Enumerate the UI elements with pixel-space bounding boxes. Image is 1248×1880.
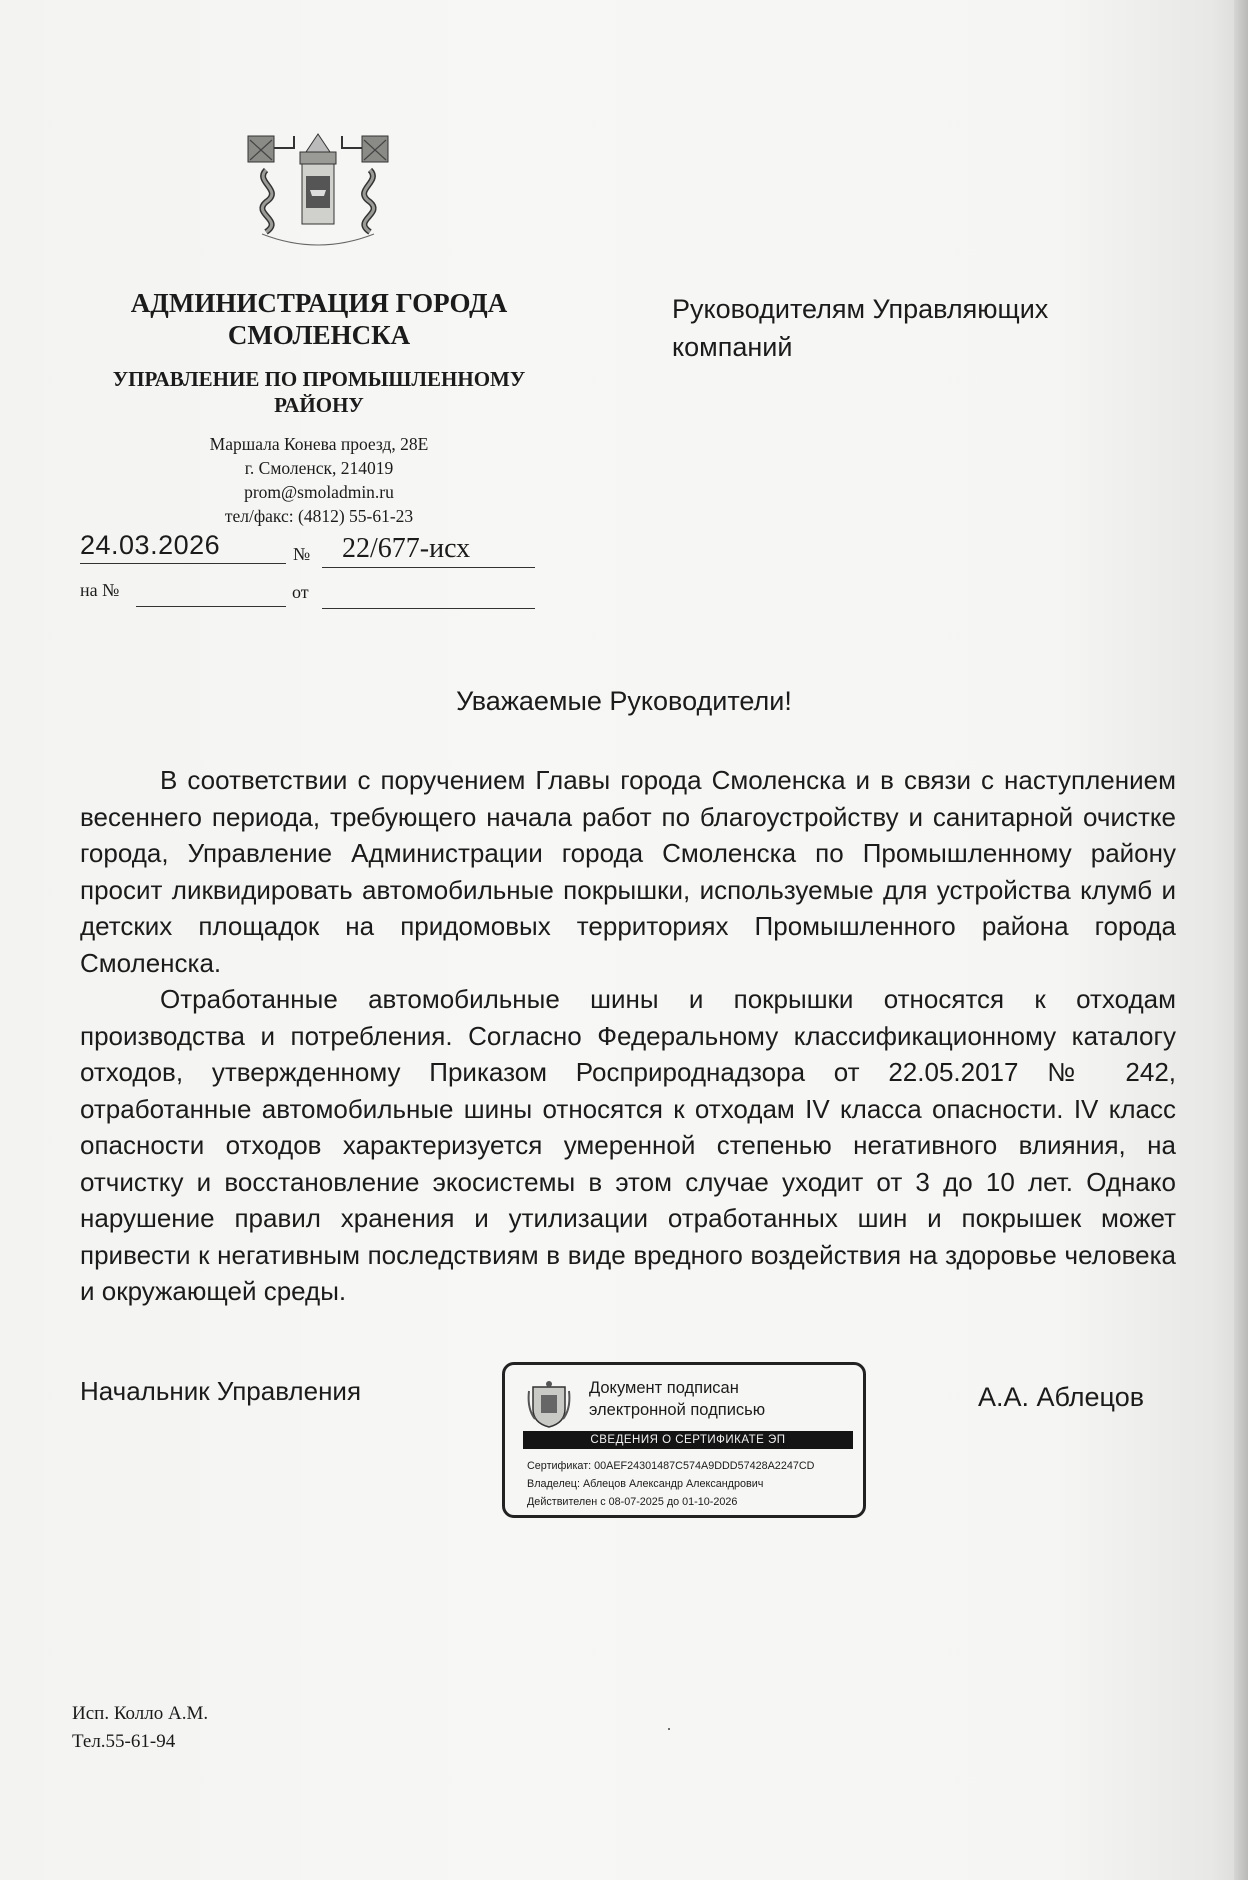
- regional-crest-icon: [527, 1379, 571, 1429]
- body-paragraph: Отработанные автомобильные шины и покрышки относятся к отходам производства и потребления. Согласно Федеральному классификационному каталогу отходов, утвержденному Приказом Росприроднадзора от 22.05.2017 № 242, отработанные автомобильные шины относятся к отходам IV класса опасности. IV класс опасности отходов характеризуется умеренной степенью негативного влияния, на отчистку и восстановление экосистемы в этом случае уходит от 3 до 10 лет. Однако нарушение правил хранения и утилизации отработанных шин и покрышек может привести к негативным последствиям в виде вредного воздействия на здоровье человека и окружающей среды.: [80, 984, 1176, 1306]
- reference-number-label: на №: [80, 580, 120, 600]
- certificate-serial: Сертификат: 00AEF24301487C574A9DDD57428A2247CD: [527, 1460, 815, 1472]
- address-city: г. Смоленск, 214019: [244, 458, 394, 478]
- outgoing-number: 22/677-исх: [322, 531, 535, 568]
- address-street: Маршала Конева проезд, 28Е: [209, 434, 429, 454]
- email: prom@smoladmin.ru: [244, 482, 394, 502]
- number-sign: №: [293, 544, 311, 564]
- reference-date-blank: [322, 608, 535, 609]
- executor-phone: Тел.55-61-94: [72, 1731, 176, 1752]
- salutation: Уважаемые Руководители!: [456, 686, 792, 716]
- executor-info: [72, 1700, 208, 1756]
- certificate-details: [527, 1457, 814, 1511]
- body-paragraph: В соответствии с поручением Главы города Смоленска и в связи с наступлением весеннего периода, требующего начала работ по благоустройству и санитарной очистке города, Управление Администрации города Смоленска по Промышленному району просит ликвидировать автомобильные покрышки, используемые для устройства клумб и детских площадок на придомовых территориях Промышленного района города Смоленска.: [80, 765, 1176, 978]
- signer-position: Начальник Управления: [80, 1376, 362, 1406]
- organization-title: АДМИНИСТРАЦИЯ ГОРОДА СМОЛЕНСКА: [130, 288, 508, 350]
- letter-body: [80, 762, 1176, 1310]
- electronic-signature-stamp: [502, 1362, 866, 1518]
- stamp-title-line1: Документ подписан: [589, 1379, 739, 1397]
- stamp-title-line2: электронной подписью: [589, 1401, 766, 1419]
- smolensk-coat-of-arms-emblem: [244, 130, 392, 256]
- executor-name: Исп. Колло А.М.: [72, 1703, 209, 1724]
- reference-date-label: от: [292, 582, 309, 602]
- department-name: УПРАВЛЕНИЕ ПО ПРОМЫШЛЕННОМУ РАЙОНУ: [112, 367, 526, 417]
- stamp-title: [589, 1377, 765, 1421]
- certificate-owner: Владелец: Аблецов Александр Александрович: [527, 1478, 764, 1490]
- addressee: Руководителям Управляющих компаний: [672, 294, 1049, 362]
- paper-speck: [668, 1728, 670, 1730]
- certificate-info-header: СВЕДЕНИЯ О СЕРТИФИКАТЕ ЭП: [523, 1431, 853, 1449]
- organization-contacts: [150, 432, 488, 528]
- reference-number-blank: [136, 606, 286, 607]
- certificate-validity: Действителен с 08-07-2025 до 01-10-2026: [527, 1496, 738, 1508]
- signer-name: А.А. Аблецов: [978, 1382, 1145, 1412]
- phone-fax: тел/факс: (4812) 55-61-23: [224, 506, 414, 526]
- outgoing-date: 24.03.2026: [80, 527, 286, 564]
- page-edge-shadow: [1234, 0, 1248, 1880]
